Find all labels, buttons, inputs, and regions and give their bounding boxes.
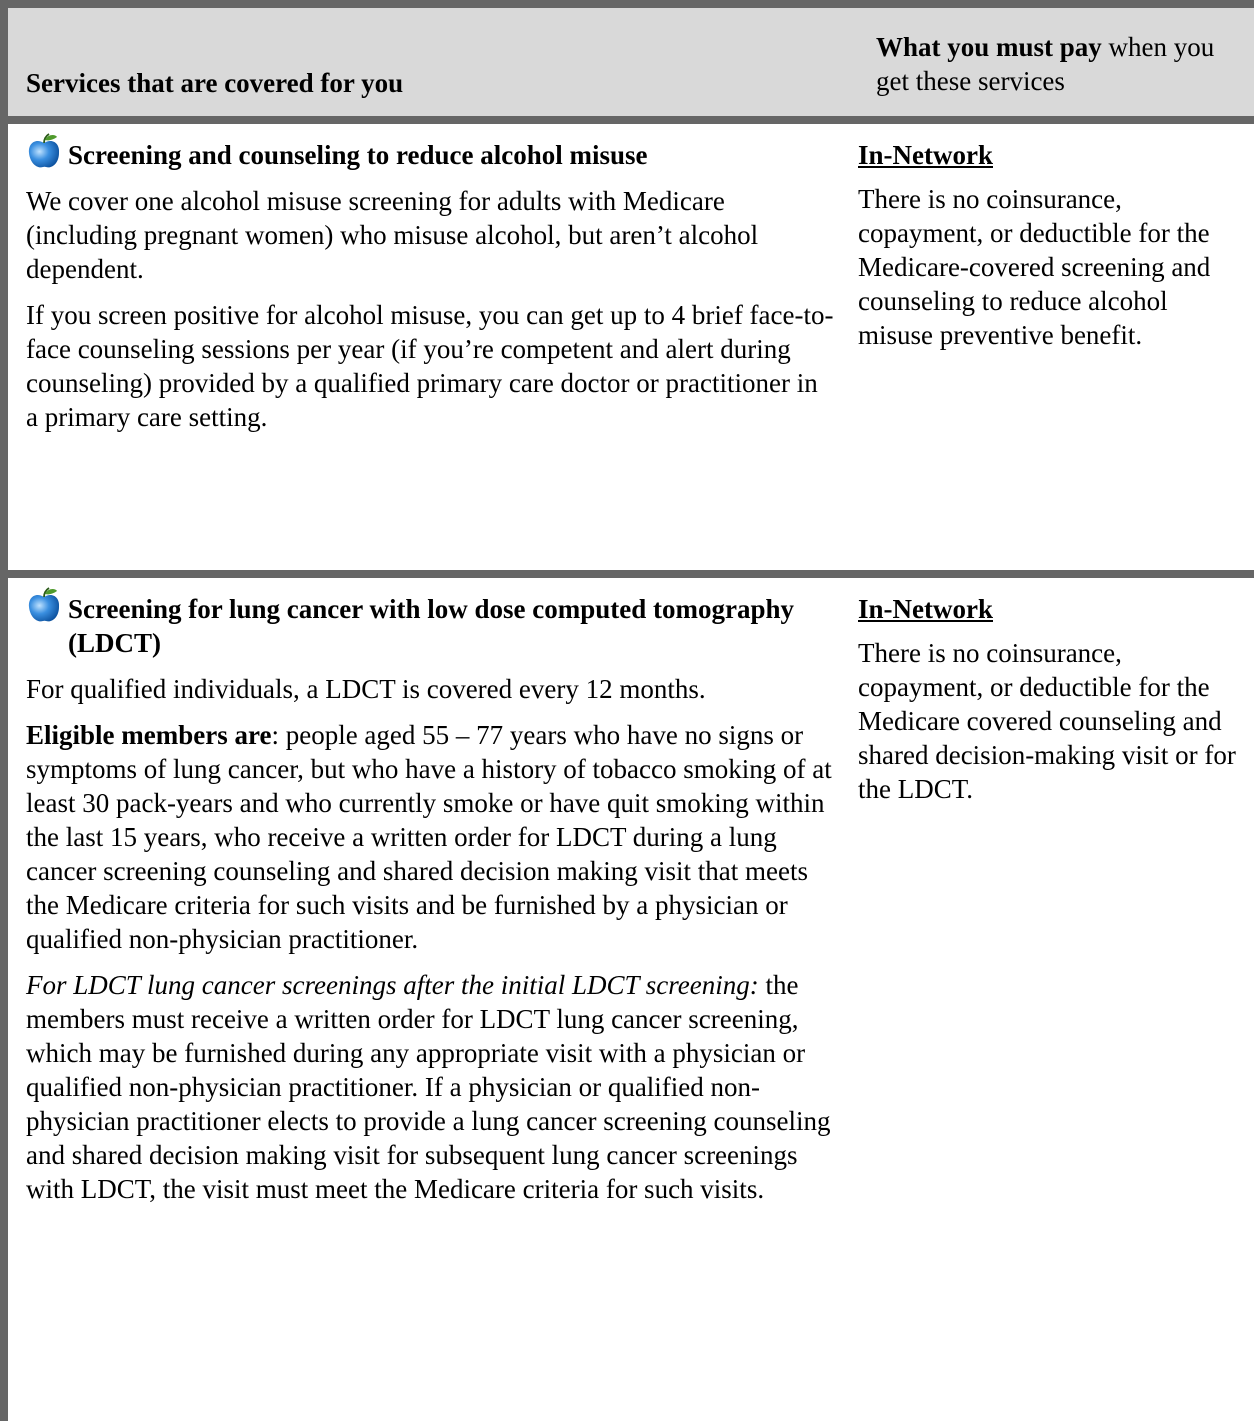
service-title [26, 592, 836, 660]
table-row [8, 124, 1254, 578]
service-paragraph: We cover one alcohol misuse screening for adults with Medicare (including pregnant women) who misuse alcohol, but aren’t alcohol dependent. [26, 186, 759, 284]
cost-description: There is no coinsurance, copayment, or deductible for the Medicare covered counseling and shared decision-making visit or for the LDCT. [858, 638, 1236, 804]
payment-cell [858, 592, 1242, 806]
payment-header-rest: when you get these services [876, 32, 1215, 96]
service-description-cell [26, 592, 836, 1206]
apple-icon [26, 132, 62, 170]
service-paragraph: If you screen positive for alcohol misuse, you can get up to 4 brief face-to-face counseling sessions per year (if you’re competent and alert during counseling) provided by a qualified primary care doctor or practitioner in a primary care setting. [26, 300, 834, 432]
table-row [8, 578, 1254, 1421]
table-header [8, 8, 1254, 124]
service-title-text: Screening and counseling to reduce alcohol misuse [68, 140, 648, 170]
in-network-label: In-Network [858, 140, 993, 170]
payment-cell [858, 138, 1242, 352]
apple-icon [26, 586, 62, 624]
eligibility-paragraph [26, 718, 836, 956]
service-title-text: Screening for lung cancer with low dose computed tomography (LDCT) [68, 594, 794, 658]
service-title [26, 138, 836, 172]
payment-header-bold: What you must pay [876, 32, 1102, 62]
in-network-label: In-Network [858, 594, 993, 624]
service-description-cell [26, 138, 836, 434]
eligibility-label: Eligible members are [26, 720, 272, 750]
cost-description: There is no coinsurance, copayment, or deductible for the Medicare-covered screening and counseling to reduce alcohol misuse preventive benefit. [858, 184, 1211, 350]
eligibility-text: : people aged 55 – 77 years who have no signs or symptoms of lung cancer, but who have a history of tobacco smoking of at least 30 pack-years and who currently smoke or have quit smoking within the last 15 years, who receive a written order for LDCT during a lung cancer screening counseling and shared decision making visit that meets the Medicare criteria for such visits and be furnished by a physician or qualified non-physician practitioner. [26, 720, 832, 954]
payment-column-header [876, 30, 1246, 98]
followup-text: the members must receive a written order for LDCT lung cancer screening, which may be furnished during any appropriate visit with a physician or qualified non-physician practitioner. If a physician or qualified non-physician practitioner elects to provide a lung cancer screening counseling and shared decision making visit for subsequent lung cancer screenings with LDCT, the visit must meet the Medicare criteria for such visits. [26, 970, 831, 1204]
followup-paragraph [26, 968, 836, 1206]
service-paragraph: For qualified individuals, a LDCT is covered every 12 months. [26, 674, 706, 704]
followup-label: For LDCT lung cancer screenings after the initial LDCT screening: [26, 970, 759, 1000]
services-column-header: Services that are covered for you [26, 68, 404, 98]
